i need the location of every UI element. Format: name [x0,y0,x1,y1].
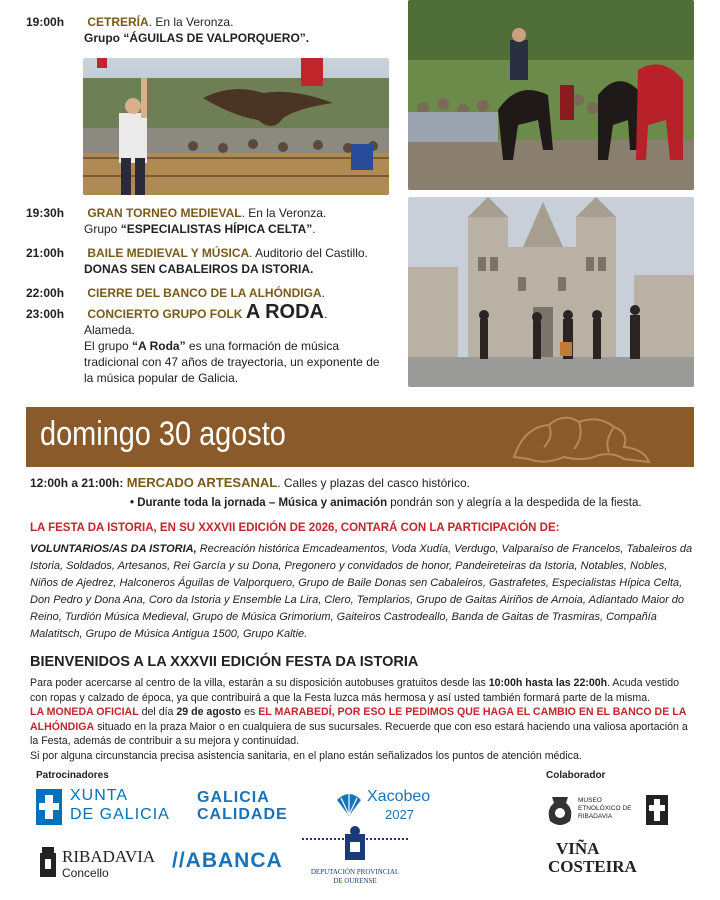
event-title: CIERRE DEL BANCO DE LA ALHÓNDIGA [87,286,322,300]
event-cierre [26,285,396,301]
p2-currency-label: LA MONEDA OFICIAL [30,706,139,718]
cathedral-photo [408,197,694,387]
abanca-logo: //ABANCA [172,849,283,872]
event-time: 22:00h [26,286,65,300]
museo-logo [546,793,696,829]
vina-costeira-logo [548,840,648,880]
event-time: 19:00h [26,15,65,29]
desc-band: “A Roda” [132,339,186,353]
galicia-emblem-icon [646,795,668,825]
p2-post: situado en la praza Maior o en cualquiera de sus sucursales. Recuerde que con eso estará haciendo una valiosa aportación a la Festa, además de contribuir a su mejora y continuidad. [30,720,688,747]
p2-currency-note: EL MARABEDÍ, POR ESO LE PEDIMOS QUE HAGA EL CAMBIO EN EL BANCO DE LA ALHÓNDIGA [30,706,686,733]
welcome-paragraph-buses [30,676,695,705]
vina-line1: VIÑA [556,839,600,858]
sunday-note [130,495,690,511]
sunday-banner [26,407,694,467]
event-location: Alameda. [84,323,135,337]
event-group-prefix: Grupo [84,222,121,236]
event-time: 21:00h [26,246,65,260]
p1-hours: 10:00h hasta las 22:00h [488,677,608,689]
sunday-event [30,475,690,491]
event-time: 23:00h [26,307,65,321]
desc-prefix: El grupo [84,339,133,353]
event-title: CONCIERTO GRUPO FOLK [87,307,243,321]
tournament-photo [408,0,694,190]
ribadavia-crest-icon [38,847,58,879]
xunta-logo [36,787,176,827]
sunday-location: . Calles y plazas del casco histórico. [277,476,470,490]
event-location: . Auditorio del Castillo. [249,246,368,260]
lion-emblem-icon [504,407,654,467]
event-group: Grupo “ÁGUILAS DE VALPORQUERO”. [84,31,310,45]
collaborator-label: Colaborador [546,770,606,781]
welcome-paragraph-medical: Si por alguna circunstancia precisa asistencia sanitaria, en el plano están señalizados los puntos de atención médica. [30,749,582,762]
event-location: . En la Veronza. [241,206,327,220]
participation-body: Recreación histórica Emcadeamentos, Voda Xudía, Verdugo, Valparaíso de Francelos, Tabaleiros da Istoria, Soldados, Artesanos, Rei García y su Dona, Pregonero y convidados de honor, Pandeireteiras da Istoria, Notables, Nobles, Niños de Ajedrez, Halconeros Águilas de Valporquero, Grupo de Baile Donas sen Cabaleiros, Gastrafetes, Especialistas Hípica Celta, Don Pedro y Dona Ana, Coro da Istoria y Ensemble La Lira, Clero, Templarios, Grupo de Gaitas Airiños de Arnoia, Adiantado Maior do Reino, Turdión Música Medieval, Grupo de Música Grimorium, Gaiteiros Castrodeallo, Banda de Gaitas de Trasmiras, Compañía Malatitsch, Grupo de Música Antigua 1500, Grupo Kaltie. [30,543,693,640]
event-concierto [26,301,386,386]
museo-line2: ETNOLÓXICO DE [578,805,632,812]
vina-line2: COSTEIRA [548,857,637,876]
event-group: DONAS SEN CABALEIROS DA ISTORIA. [84,262,314,276]
xunta-line1: XUNTA [70,787,129,804]
event-location: . [321,286,325,300]
xunta-line2: DE GALICIA [70,806,170,823]
sponsors-label: Patrocinadores [36,770,109,781]
galicia-calidade-logo [197,789,307,829]
participation-lead: VOLUNTARIOS/AS DA ISTORIA, [30,543,197,555]
sunday-title: MERCADO ARTESANAL [126,475,278,490]
xacobeo-logo [335,788,455,828]
xacobeo-line1: Xacobeo [367,788,431,805]
p1-post: . Acuda vestido con ropas y calzado de época, ya que contribuirá a que la Festa luzca más hermosa y así usted también formará parte de la misma. [30,677,679,704]
banner-title: domingo 30 agosto [40,415,286,453]
p1-pre: Para poder acercarse al centro de la villa, estarán a su disposición autobuses gratuitos desde las [30,677,489,689]
note-rest: pondrán son y alegría a la despedida de la fiesta. [387,497,642,509]
event-torneo [26,205,396,237]
ribadavia-line2: Concello [62,866,109,880]
falconry-photo [83,58,389,195]
event-group-suffix: . [312,222,316,236]
welcome-body [30,676,695,763]
museo-line1: MUSEO [578,797,602,804]
ribadavia-line1: RIBADAVIA [62,847,156,866]
event-location: . En la Veronza. [148,15,234,29]
calidade-line1: GALICIA [197,789,270,806]
note-lead: • Durante toda la jornada – Música y animación [130,497,388,509]
participation-list [30,541,695,643]
event-title: GRAN TORNEO MEDIEVAL [87,206,242,220]
calidade-line2: CALIDADE [197,806,288,823]
welcome-paragraph-currency [30,705,695,749]
deputacion-line2: DE OURENSE [333,877,377,885]
deputacion-crest-icon [342,826,368,862]
event-band-name: A RODA [245,301,324,323]
event-description [84,338,384,386]
deputacion-line1: DEPUTACIÓN PROVINCIAL [310,868,400,876]
museo-line3: RIBADAVIA [578,813,613,820]
p2-date: 29 de agosto [176,706,242,718]
scallop-shell-icon [335,790,363,818]
sunday-time: 12:00h a 21:00h: [30,476,124,490]
deputacion-logo [300,826,410,892]
event-baile [26,245,396,277]
event-title: CETRERÍA [87,15,149,29]
p2-mid2: es [241,706,259,718]
event-cetreria [26,14,396,46]
welcome-heading: BIENVENIDOS A LA XXXVII EDICIÓN FESTA DA ISTORIA [30,654,419,670]
p2-mid1: del día [138,706,177,718]
event-group: “ESPECIALISTAS HÍPICA CELTA” [120,222,313,236]
desc-suffix: es una formación de música tradicional con 47 años de trayectoria, un exponente de la música popular de Galicia. [84,339,380,385]
xunta-shield-icon [36,789,62,825]
event-title: BAILE MEDIEVAL Y MÚSICA [87,246,250,260]
event-time: 19:30h [26,206,65,220]
event-title-suffix: . [323,307,328,321]
participation-heading: LA FESTA DA ISTORIA, EN SU XXXVII EDICIÓN DE 2026, CONTARÁ CON LA PARTICIPACIÓN DE: [30,522,560,534]
museo-jar-icon [546,795,574,827]
ribadavia-logo [38,845,168,885]
xacobeo-line2: 2027 [385,807,414,822]
